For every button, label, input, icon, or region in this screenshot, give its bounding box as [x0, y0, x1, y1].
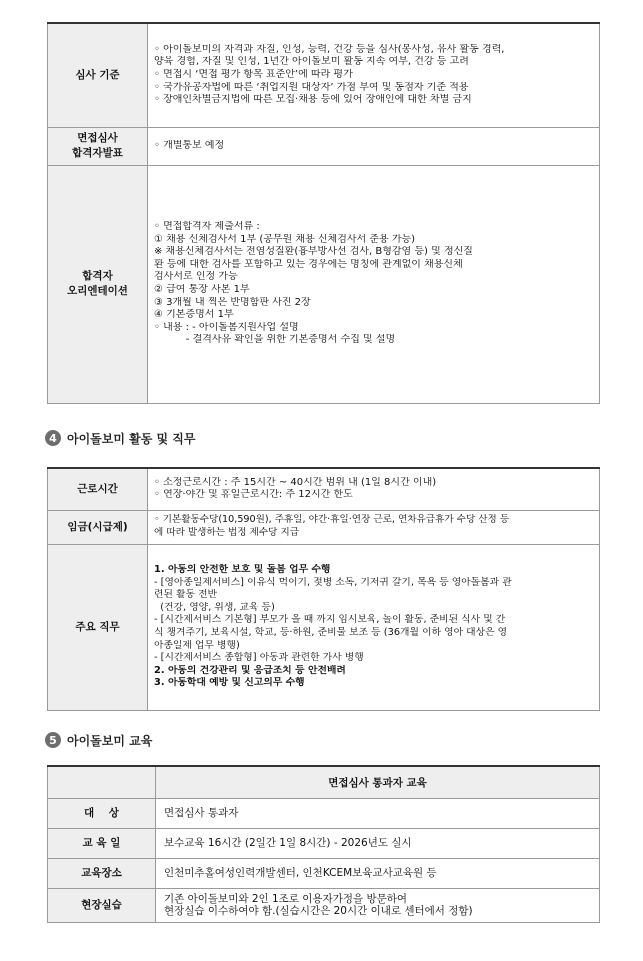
content-line: ① 채용 신체검사서 1부 (공무원 채용 신체검사서 준용 가능) — [154, 233, 416, 245]
table-row — [48, 165, 600, 403]
content-line: ※ 채용신체검사서는 전염성질환(흉부방사선 검사, B형감염 등) 및 정신질 — [154, 246, 473, 258]
row-content — [156, 828, 600, 858]
content-line: 검사서로 인정 가능 — [154, 271, 238, 283]
table-row — [48, 544, 600, 710]
row-content — [148, 468, 600, 510]
row-content — [148, 510, 600, 544]
section-title: 아이돌보미 활동 및 직무 — [67, 431, 196, 446]
row-label: 면접심사 합격자발표 — [48, 127, 148, 165]
content-line: 3. 아동학대 예방 및 신고의무 수행 — [154, 677, 305, 689]
row-label: 심사 기준 — [48, 23, 148, 127]
content-line: 아종일제 업무 병행) — [154, 639, 240, 651]
content-line: ② 급여 통장 사본 1부 — [154, 284, 250, 295]
content-line: ◦ 내용 : - 아이돌봄지원사업 설명 — [154, 321, 299, 333]
header-empty-cell — [48, 766, 156, 798]
row-label: 교 육 일 — [48, 828, 156, 858]
section-title: 아이돌보미 교육 — [67, 733, 153, 748]
content-line: ④ 기본증명서 1부 — [154, 309, 234, 321]
table-row — [48, 888, 600, 922]
table-row — [48, 828, 600, 858]
table-row — [48, 127, 600, 165]
content-line: 환 등에 대한 검사를 포함하고 있는 경우에는 명칭에 관계없이 채용신체 — [154, 258, 463, 270]
section-heading-4 — [45, 429, 195, 447]
content-line: 기존 아이돌보미와 2인 1조로 이용자가정을 방문하여 — [164, 893, 408, 905]
content-line: ◦ 개별통보 예정 — [154, 139, 225, 151]
table-row — [48, 798, 600, 828]
content-line: - [시간제서비스 기본형] 부모가 올 때 까지 임시보육, 놀이 활동, 준비된 식사 및 간 — [154, 614, 506, 626]
content-line: - 결격사유 확인을 위한 기본증명서 수집 및 설명 — [154, 334, 396, 346]
content-line: 양육 경험, 자질 및 인성, 1년간 아이돌보미 활동 지속 여부, 건강 등 고려 — [154, 56, 469, 68]
content-line: ◦ 소정근로시간 : 주 15시간 ~ 40시간 범위 내 (1일 8시간 이내) — [154, 476, 437, 488]
content-line: - [영아종일제서비스] 이유식 먹이기, 젖병 소독, 기저귀 갈기, 목욕 등 영아돌봄과 관 — [154, 576, 512, 588]
row-content — [156, 798, 600, 828]
content-line: 현장실습 이수하여야 함.(실습시간은 20시간 이내로 센터에서 정함) — [164, 905, 473, 917]
content-line: 에 따라 발생하는 법정 제수당 지급 — [154, 527, 299, 538]
content-line: 면접심사 통과자 — [164, 806, 239, 819]
table-row — [48, 858, 600, 888]
content-line: ◦ 연장·야간 및 휴일근로시간: 주 12시간 한도 — [154, 489, 353, 501]
content-line: ◦ 면접합격자 제출서류 : — [154, 221, 260, 233]
table-row — [48, 510, 600, 544]
content-line: 련된 활동 전반 — [154, 589, 218, 601]
section-number-badge: 4 — [45, 430, 61, 446]
content-line: ◦ 기본활동수당(10,590원), 주휴일, 야간·휴일·연장 근로, 연차유급휴가 수당 산정 등 — [154, 514, 510, 526]
row-label: 임금(시급제) — [48, 510, 148, 544]
screening-table — [47, 22, 600, 404]
row-label: 합격자 오리엔테이션 — [48, 165, 148, 403]
duties-table — [47, 467, 600, 711]
row-label: 교육장소 — [48, 858, 156, 888]
content-line: 보수교육 16시간 (2일간 1일 8시간) - 2026년도 실시 — [164, 836, 412, 849]
content-line: ◦ 국가유공자법에 따른 ‘취업지원 대상자’ 가점 부여 및 동점자 기준 적용 — [154, 81, 469, 93]
column-header: 면접심사 통과자 교육 — [156, 766, 600, 798]
content-line: 2. 아동의 건강관리 및 응급조치 등 안전배려 — [154, 664, 346, 676]
row-content — [148, 544, 600, 710]
row-label: 대 상 — [48, 798, 156, 828]
table-row — [48, 23, 600, 127]
table-header-row — [48, 766, 600, 798]
row-label: 근로시간 — [48, 468, 148, 510]
row-label: 현장실습 — [48, 888, 156, 922]
section-number-badge: 5 — [45, 732, 61, 748]
row-content — [156, 888, 600, 922]
row-label: 주요 직무 — [48, 544, 148, 710]
row-content — [156, 858, 600, 888]
row-content — [148, 23, 600, 127]
content-line: ◦ 아이돌보미의 자격과 자질, 인성, 능력, 건강 등을 심사(봉사성, 유사 활동 경력, — [154, 43, 505, 55]
table-row — [48, 468, 600, 510]
content-line: 1. 아동의 안전한 보호 및 돌봄 업무 수행 — [154, 564, 331, 576]
section-heading-5 — [45, 731, 152, 749]
content-line: 식 챙겨주기, 보육시설, 학교, 등·하원, 준비물 보조 등 (36개월 이하 영아 대상은 영 — [154, 627, 508, 638]
content-line: ③ 3개월 내 찍은 반명함판 사진 2장 — [154, 296, 311, 308]
content-line: - [시간제서비스 종합형] 아동과 관련한 가사 병행 — [154, 652, 364, 664]
education-table — [47, 765, 600, 923]
content-line: 인천미추홀여성인력개발센터, 인천KCEM보육교사교육원 등 — [164, 866, 437, 879]
row-content — [148, 127, 600, 165]
content-line: ◦ 장애인차별금지법에 따른 모집·채용 등에 있어 장애인에 대한 차별 금지 — [154, 94, 472, 106]
content-line: ◦ 면접시 ‘면접 평가 항목 표준안’에 따라 평가 — [154, 68, 353, 80]
content-line: (건강, 영양, 위생, 교육 등) — [154, 601, 275, 613]
row-content — [148, 165, 600, 403]
